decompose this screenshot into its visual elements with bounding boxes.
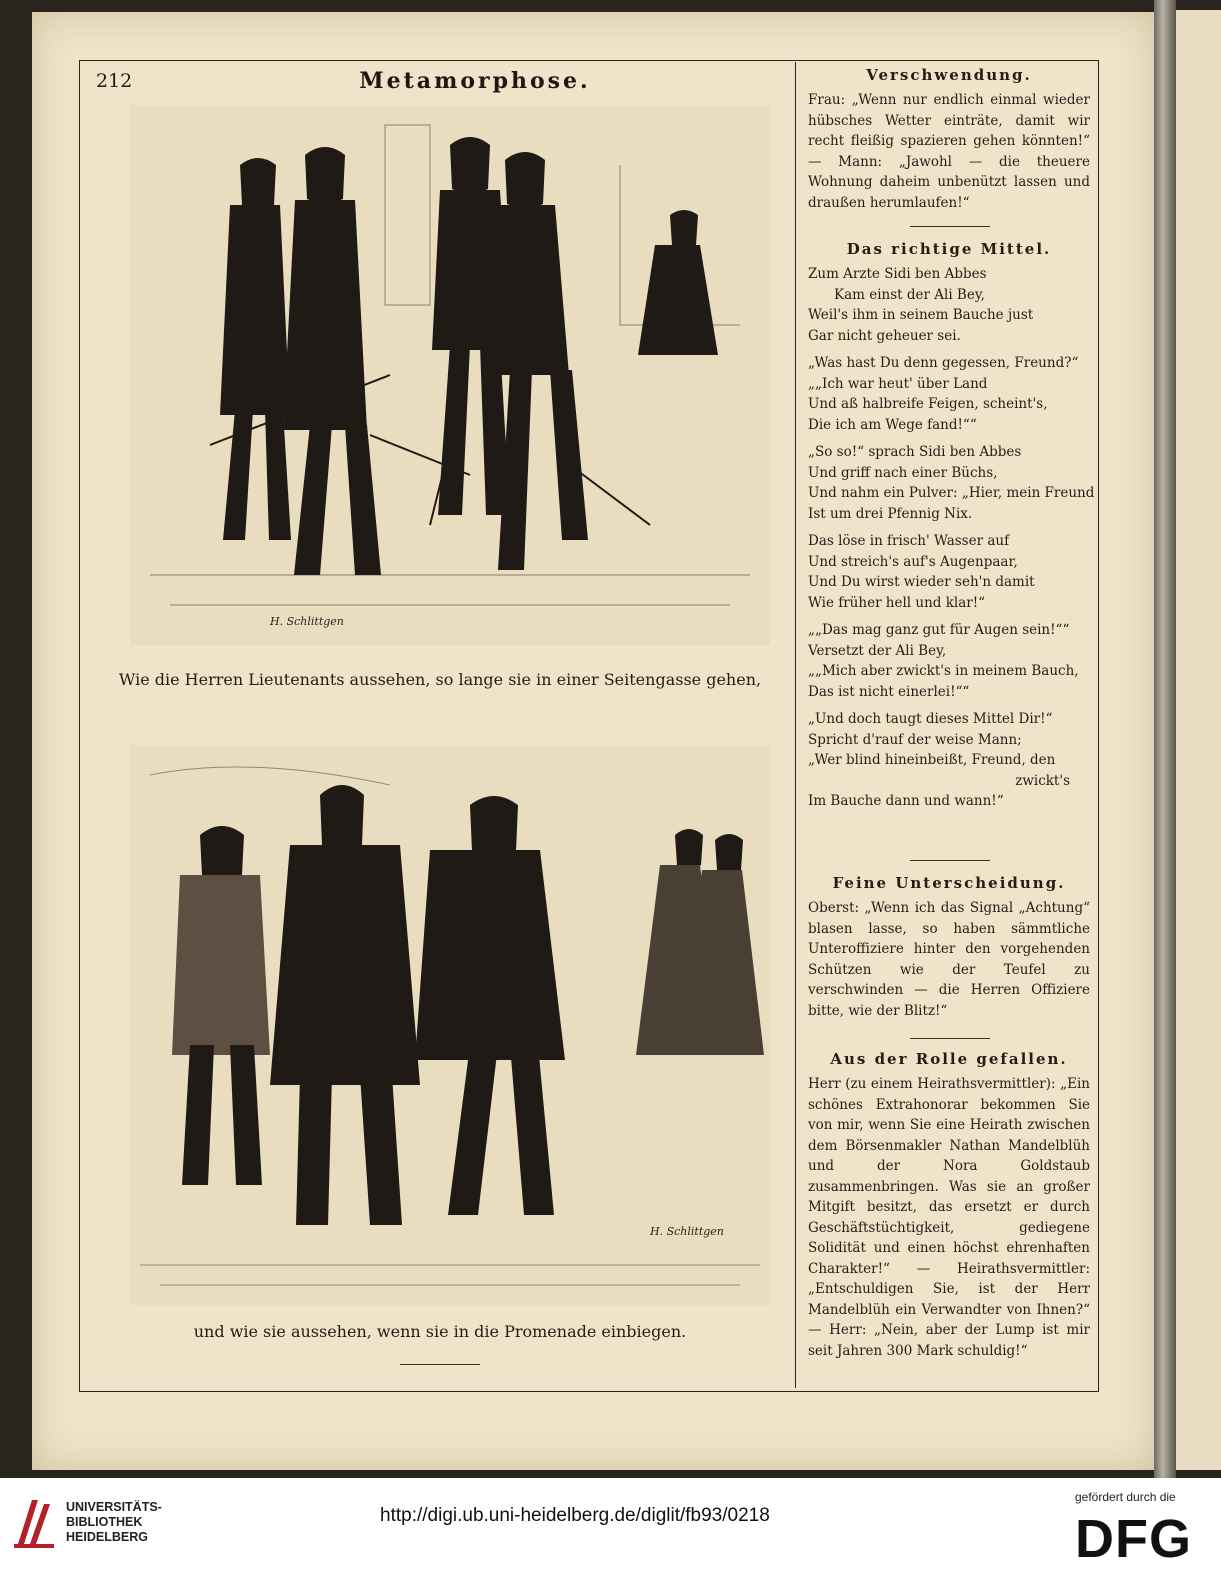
section-rule [910,860,990,861]
funded-by-label: gefördert durch die [1075,1490,1176,1504]
verse-line: Gar nicht geheuer sei. [808,327,961,344]
verse-line: „So so!“ sprach Sidi ben Abbes [808,444,1022,460]
top-illustration-signature: H. Schlittgen [270,615,344,628]
bottom-illustration-caption: und wie sie aussehen, wenn sie in die Promenade einbiegen. [193,1322,687,1341]
verse-line: Und streich's auf's Augenpaar, [808,553,1018,570]
verse-line: Zum Arzte Sidi ben Abbes [808,266,987,282]
article-das-richtige-mittel [808,240,1095,819]
stanza [808,620,1090,702]
verse-line: Das ist nicht einerlei!““ [808,683,970,700]
article-text: Herr (zu einem Heirathsvermittler): „Ein schönes Extrahonorar bekommen Sie von mir, wenn Sie eine Heirath zwischen dem Börsenmakler Nathan Mandelblüh und der Nora Goldstaub zusammenbringen. Was sie an großer Mitgift besitzt, das ersetzt er durch Geschäftstüchtigkeit, gediegene Solidität und einen höchst ehrenhaften Charakter!“ — Heirathsvermittler: „Entschuldigen Sie, ist der Herr Mandelblüh ein Verwandter von Ihnen?“ — Herr: „Nein, aber der Lump ist mir seit Jahren 300 Mark schuldig!“ [808,1076,1090,1359]
verse-line: Und griff nach einer Büchs, [808,464,998,481]
officers-promenade-drawing [130,745,770,1305]
page-title: Metamorphose. [359,68,591,94]
adjacent-page-edge [1176,10,1221,1470]
verse-line: Wie früher hell und klar!“ [808,594,986,611]
institution-line: HEIDELBERG [66,1530,148,1544]
institution-line: BIBLIOTHEK [66,1515,143,1529]
verse-line: Und aß halbreife Feigen, scheint's, [808,396,1048,412]
poem [808,264,1095,812]
section-rule [910,1038,990,1039]
stanza [808,709,1090,812]
verse-line: „„Mich aber zwickt's in meinem Bauch, [808,663,1079,679]
article-title: Aus der Rolle gefallen. [830,1050,1068,1068]
footer-bar [0,1478,1221,1582]
stanza [808,531,1090,613]
stanza [808,353,1090,435]
article-verschwendung [808,66,1090,213]
book-spine [1154,0,1176,1478]
verse-line: Kam einst der Ali Bey, [834,286,985,303]
article-text: Frau: „Wenn nur endlich einmal wieder hübsches Wetter einträte, damit wir recht fleißig spazieren gehen könnten!“ — Mann: „Jawohl — die theuere Wohnung daheim unbenützt lassen und draußen herumlaufen!“ [808,92,1090,211]
verse-line: zwickt's [1015,772,1070,789]
verse-line: „Was hast Du denn gegessen, Freund?“ [808,355,1079,371]
article-title: Das richtige Mittel. [846,240,1052,258]
stanza [808,442,1095,524]
bottom-illustration-signature: H. Schlittgen [650,1225,724,1238]
verse-line: „Wer blind hineinbeißt, Freund, den [808,752,1056,768]
article-text: Oberst: „Wenn ich das Signal „Achtung“ blasen lasse, so haben sämmtliche Unteroffiziere hinter den vorgehenden Schützen wie der Teufel zu verschwinden — die Herren Offiziere bitte, wie der Blitz!“ [808,900,1090,1019]
verse-line: Spricht d'rauf der weise Mann; [808,731,1022,748]
article-title: Verschwendung. [866,66,1032,84]
stanza [808,264,1090,346]
verse-line: Und nahm ein Pulver: „Hier, mein Freund [808,485,1095,501]
article-title: Feine Unterscheidung. [832,874,1066,892]
top-illustration [130,105,770,645]
dfg-logo: DFG [1075,1509,1192,1569]
university-library-logo-icon [12,1494,56,1550]
institution-name [66,1500,162,1545]
verse-line: „„Ich war heut' über Land [808,375,988,392]
document-url-link[interactable]: http://digi.ub.uni-heidelberg.de/diglit/fb93/0218 [380,1505,770,1526]
verse-line: „Und doch taugt dieses Mittel Dir!“ [808,711,1053,727]
verse-line: Und Du wirst wieder seh'n damit [808,574,1035,590]
caption-rule [400,1364,480,1365]
verse-line: Ist um drei Pfennig Nix. [808,505,973,522]
verse-line: Versetzt der Ali Bey, [808,642,947,659]
verse-line: Das löse in frisch' Wasser auf [808,533,1010,549]
verse-line: Die ich am Wege fand!““ [808,416,977,433]
bottom-illustration [130,745,770,1305]
article-feine-unterscheidung [808,874,1090,1021]
verse-line: „„Das mag ganz gut für Augen sein!““ [808,622,1070,638]
article-aus-der-rolle-gefallen [808,1050,1090,1361]
section-rule [910,226,990,227]
verse-line: Im Bauche dann und wann!“ [808,793,1004,809]
top-illustration-caption: Wie die Herren Lieutenants aussehen, so lange sie in einer Seitengasse gehen, [118,670,762,689]
institution-line: UNIVERSITÄTS- [66,1500,162,1514]
page-number: 212 [96,70,133,92]
verse-line: Weil's ihm in seinem Bauche just [808,307,1034,323]
officers-side-street-drawing [130,105,770,645]
column-divider [795,62,796,1388]
